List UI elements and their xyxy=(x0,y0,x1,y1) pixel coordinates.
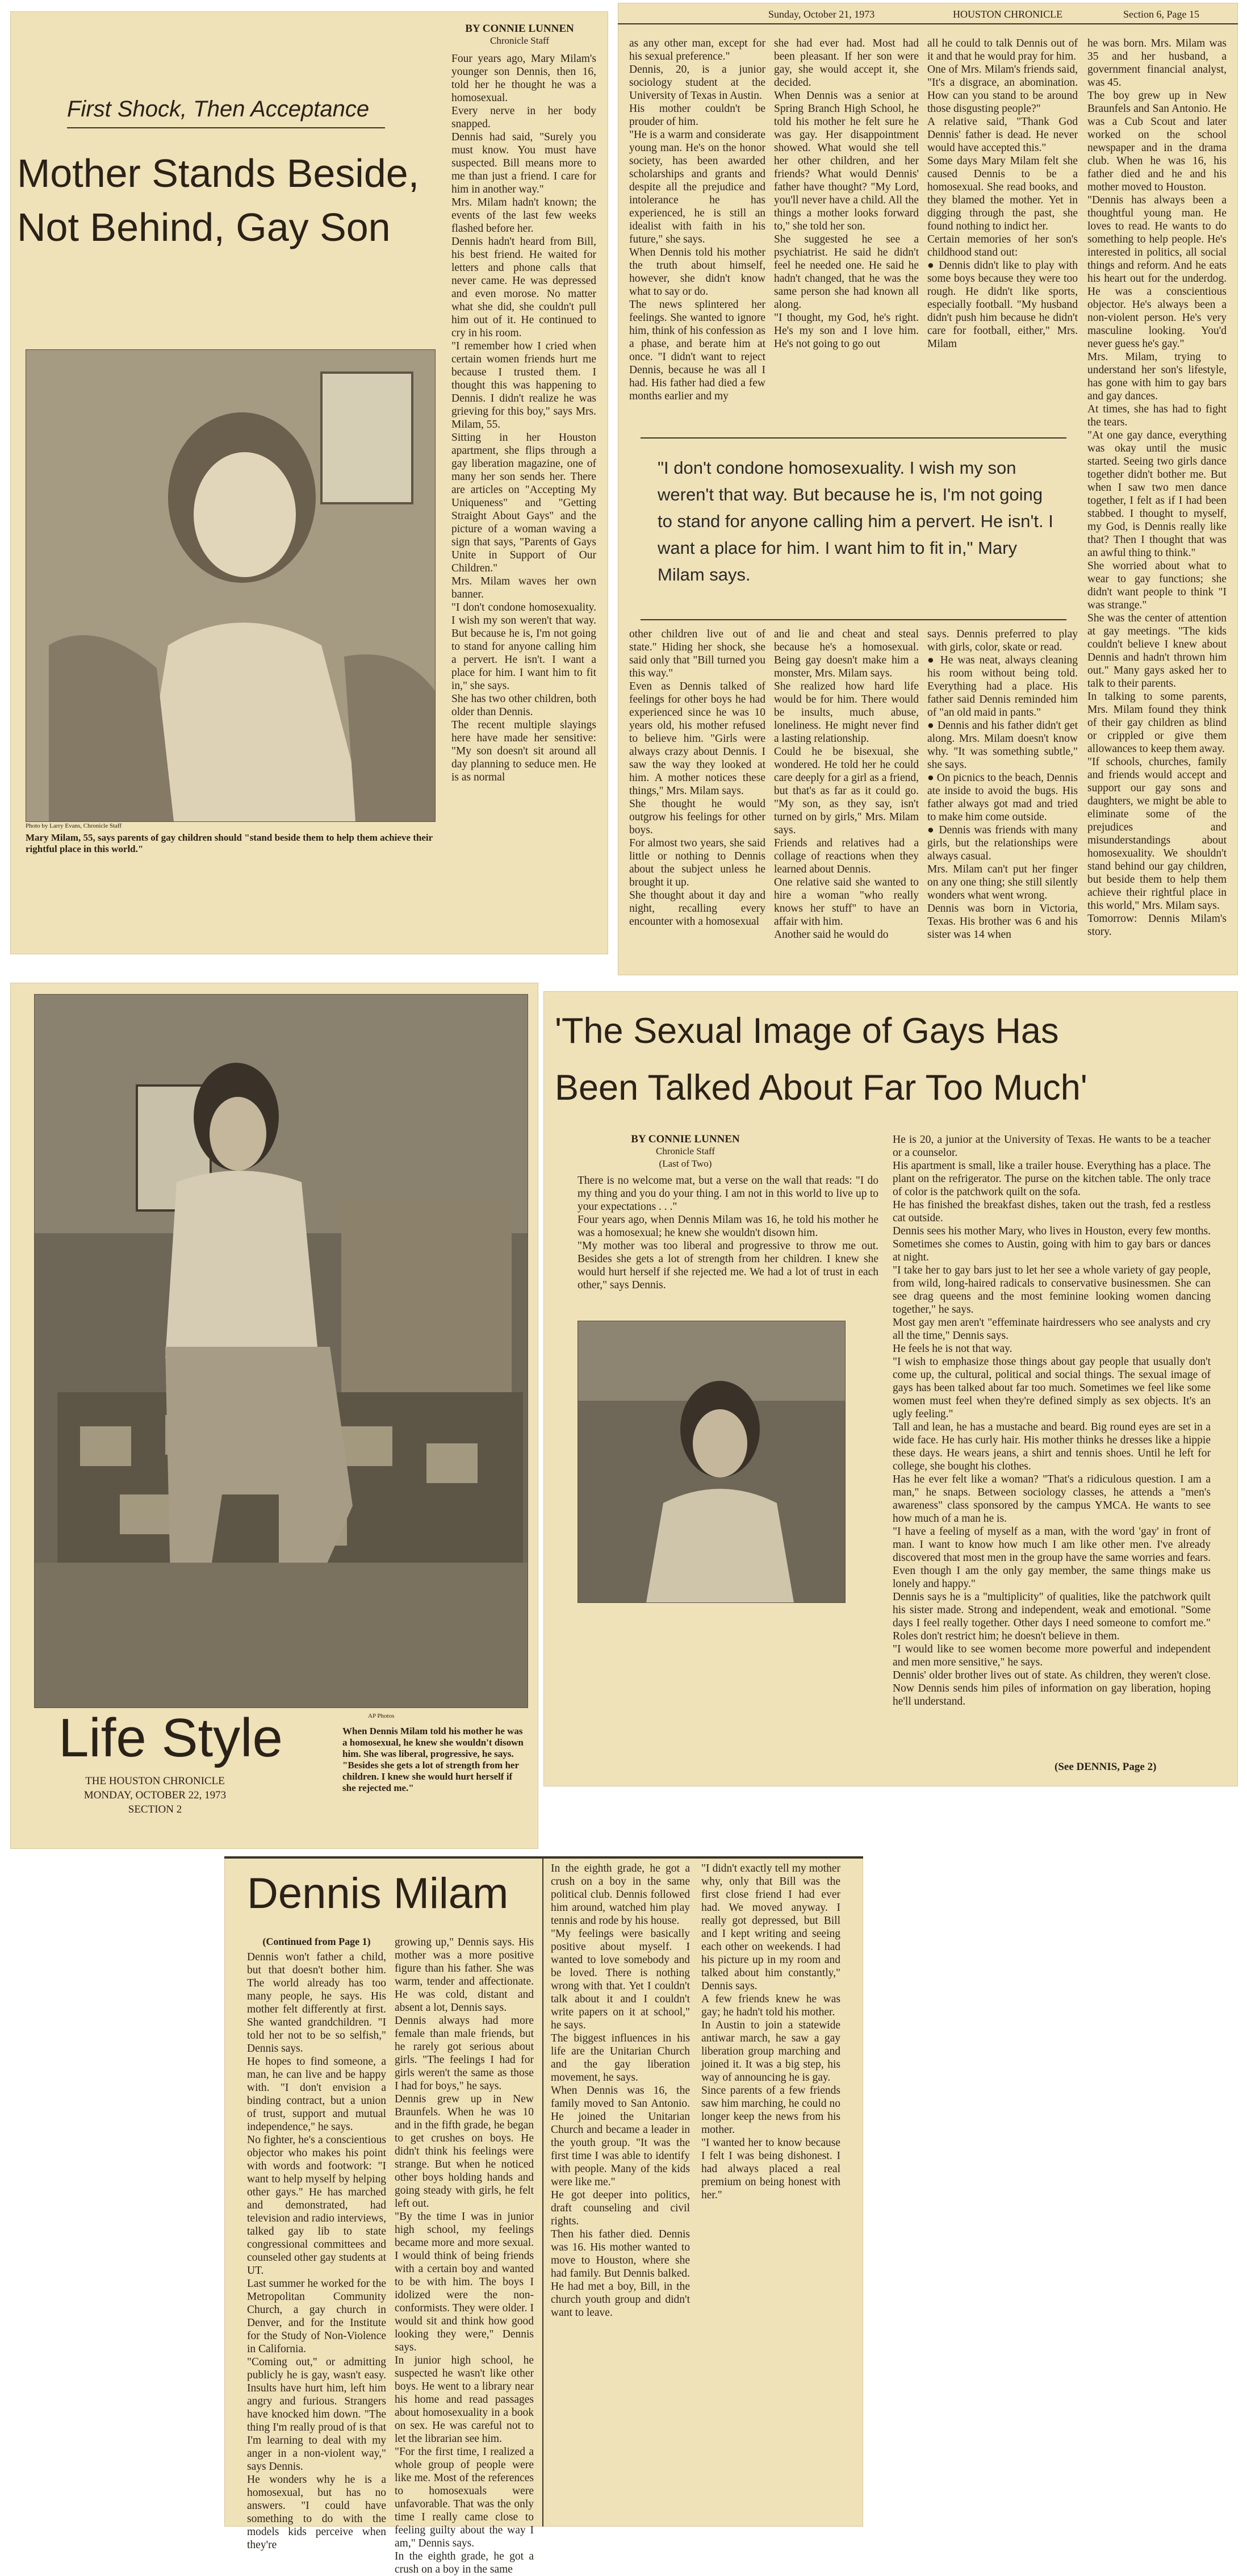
byline-staff: Chronicle Staff xyxy=(655,1146,715,1157)
headline-line-1: Mother Stands Beside, xyxy=(17,151,420,195)
continuation-column-2: growing up," Dennis says. His mother was a more positive figure than his father. She was warm, tender and affectionate. He was cold, distant and absent a lot, Dennis says. Dennis always had more female than male friends, but he rarely got serious about girls. "The feelings I had for girls weren't the same as those I had for boys," he says. Dennis grew up in New Braunfels. When he was 10 and in the fifth grade, he began to get crushes on boys. He didn't think his feelings were strange. But when he noticed other boys holding hands and going steady with girls, he felt left out. "By the time I was in junior high school, my feelings became more and more sexual. I would think of being friends with a certain boy and wanted to be with him. The boys I idolized were the non-conformists. They were older. I would sit and think how good looking they were," Dennis says. In junior high school, he suspected he wasn't like other boys. He went to a library near his home and read passages about homosexuality in a book on sex. He was careful not to let the librarian see him. "For the first time, I realized a whole group of people were like me. Most of the references to homosexuals were unfavorable. That was the only time I really came close to feeling guilty about the way I am," Dennis says. In the eighth grade, he got a crush on a boy in the same xyxy=(395,1936,534,2575)
continuation-column-3: In the eighth grade, he got a crush on a boy in the same political club. Dennis followed him around, watched him play tennis and rode by his house. "My feelings were basically positive about myself. I wanted to love somebody and be loved. There is nothing wrong with that. Yet I couldn't talk about it and I couldn't write papers on it at school," he says. The biggest influences in his life are the Unitarian Church and the gay liberation movement, he says. When Dennis was 16, the family moved to San Antonio. He joined the Unitarian Church and became a leader in the youth group. "It was the first time I was able to identify with people. Many of the kids were like me." He got deeper into politics, draft counseling and civil rights. Then his father died. Dennis was 16. His mother wanted to move to Houston, where she had family. But Dennis balked. He had met a boy, Bill, in the church youth group and didn't want to leave. xyxy=(551,1863,690,2319)
article-column-5: he was born. Mrs. Milam was 35 and her husband, a government financial analyst, was 45. The boy grew up in New Braunfels and San Antonio. He was a Cub Scout and later worked on the school newspaper and in the drama club. When he was 16, his father died and he and his mother moved to Houston. "Dennis has always been a thoughtful young man. He loves to read. He wants to do something to help people. He's interested in politics, all social things and reform. And he eats his heart out for the underdog. He was a conscientious objector. He's always been a non-violent person. He's very masculine looking. You'd never guess he's gay." Mrs. Milam, trying to understand her son's lifestyle, has gone with him to gay bars and gay dances. At times, she has had to fight the tears. "At one gay dance, everything was okay until the music started. Seeing two girls dance together didn't bother me. But when I saw two men dance together, I felt as if I had been stabbed. I thought to myself, my God, is Dennis really like that? Then I thought that was an awful thing to think." She worried about what to wear to gay functions; she didn't want people to think "I was strange." She was the center of attention at gay meetings. "The kids couldn't believe I knew about Dennis and hadn't thrown him out." Many gays asked her to talk to their parents. In talking to some parents, Mrs. Milam found they think of their gay children as blind or crippled or give them allowances to keep them away. "If schools, churches, family and friends would accept and support our gay sons and daughters, we might be able to eliminate some of the prejudices and misunderstandings about homosexuality. We shouldn't stand behind our gay children, but beside them to help them achieve their rightful place in this world," Mrs. Milam says. Tomorrow: Dennis Milam's story. xyxy=(1087,37,1227,938)
masthead-date: MONDAY, OCTOBER 22, 1973 xyxy=(83,1789,227,1801)
pull-quote: "I don't condone homosexuality. I wish my son weren't that way. But because he is, I'm not going to stand for anyone calling him a pervert. He isn't. I want a place for him. I want him to fit in," Mary Milam says. xyxy=(658,458,1053,584)
page-dateline: Sunday, October 21, 1973 xyxy=(768,9,875,20)
photo-caption: When Dennis Milam told his mother he was a homosexual, he knew she wouldn't disown him. She was liberal, progressive, he says. "Besides she gets a lot of strength from her children. I knew she would hurt herself if she rejected me." xyxy=(342,1726,524,1793)
clipping-dennis-article xyxy=(543,991,1238,1786)
page-paper-name: HOUSTON CHRONICLE xyxy=(953,9,1063,20)
clipping-article-right xyxy=(618,3,1238,975)
photo-credit: AP Photos xyxy=(368,1713,395,1719)
section-title-life-style: Life Style xyxy=(58,1707,283,1768)
article-column-4: all he could to talk Dennis out of it and that he would pray for him. One of Mrs. Milam's friends said, "It's a disgrace, an abomination. How can you stand to be around those disgusting people?" A relative said, "Thank God Dennis' father is dead. He never would have accepted this." Some days Mary Milam felt she caused Dennis to be a homosexual. She read books, and they blamed the mother. Yet in digging through the past, she found nothing to indict her. Certain memories of her son's childhood stand out: ● Dennis didn't like to play with some boys because they were too rough. He didn't like sports, especially football. "My husband didn't push him because he didn't care for football, either," Mrs. Milam xyxy=(927,37,1078,350)
kicker-underline xyxy=(67,127,385,128)
byline: BY CONNIE LUNNEN xyxy=(465,23,574,35)
article-column-3: she had ever had. Most had been pleasant. If her son were gay, she would accept it, she decided. When Dennis was a senior at Spring Branch High School, he told his mother he felt sure he was gay. Her disappointment showed. What would she tell her other children, and her friends? What would Dennis' father have thought? "My Lord, you'll never have a child. All the things a mother looks forward to," she told her son. She suggested he see a psychiatrist. He said he didn't feel he needed one. He said he hadn't changed, that he was the same person she had known all along. "I thought, my God, he's right. He's my son and I love him. He's not going to go out xyxy=(774,37,919,350)
photo-caption: Mary Milam, 55, says parents of gay children should "stand beside them to help them achieve their rightful place in this world." xyxy=(26,832,433,854)
pullquote-rule-top xyxy=(641,437,1066,439)
clipping-article-left xyxy=(10,11,608,954)
header-rule xyxy=(618,23,1238,24)
continuation-column-4: "I didn't exactly tell my mother why, only that Bill was the first close friend I had ever had. We moved anyway. I really got depressed, but Bill and I kept writing and seeing each other on weekends. I had his picture up in my room and talked about him constantly," Dennis says. A few friends knew he was gay; he hadn't told his mother. In Austin to join a statewide antiwar march, he saw a gay liberation group marching and joined it. It was a big step, his way of announcing he is gay. Since parents of a few friends saw him marching, he could no longer keep the news from his mother. "I wanted her to know because I felt I was being dishonest. I had always placed a real premium on being honest with her." xyxy=(701,1863,840,2201)
byline-staff: Chronicle Staff xyxy=(489,35,550,46)
portrait-illustration xyxy=(578,1321,845,1602)
column-divider xyxy=(542,1856,543,2527)
article-column-1: Four years ago, Mary Milam's younger son Dennis, then 16, told her he thought he was a homosexual. Every nerve in her body snapped. Dennis had said, "Surely you must know. You must have suspected. Bill means more to me than just a friend. I care for him in another way." Mrs. Milam hadn't known; the events of the last few weeks flashed before her. Dennis hadn't heard from Bill, his best friend. He waited for letters and phone calls that never came. He was depressed and even morose. No matter what she did, she couldn't pull him out of it. He continued to cry in his room. "I remember how I cried when certain women friends hurt me because I trusted them. I thought this was happening to Dennis. I didn't realize he was grieving for this boy," says Mrs. Milam, 55. Sitting in her Houston apartment, she flips through a gay liberation magazine, one of many her son sends her. There are articles on "Accepting My Uniqueness" and "Getting Straight About Gays" and the picture of a woman waving a sign that says, "Parents of Gays Unite in Support of Our Children." Mrs. Milam waves her own banner. "I don't condone homosexuality. I wish my son weren't that way. But because he is, I'm not going to stand for anyone calling him a pervert. He isn't. I want a place for him. I want him to fit in," she says. She has two other children, both older than Dennis. The recent multiple slayings here have made her sensitive: "My son doesn't sit around all day planning to seduce men. He is as normal xyxy=(451,53,596,783)
photo-dennis-milam-sofa xyxy=(34,994,528,1708)
photo-dennis-milam-portrait xyxy=(578,1321,846,1603)
photo-mary-milam xyxy=(26,349,436,822)
continued-reference: (See DENNIS, Page 2) xyxy=(1054,1761,1157,1773)
article-column-2: as any other man, except for his sexual preference." Dennis, 20, is a junior sociology student at the University of Texas in Austin. His mother couldn't be prouder of him. "He is a warm and considerate young man. He's on the honor society, has been awarded scholarships and grants and despite all the prejudice and intolerance he has experienced, he is still an idealist with faith in his future," she says. When Dennis told his mother the truth about himself, however, she didn't know what to say or do. The news splintered her feelings. She wanted to ignore him, think of his confession as a phase, and berate him at once. "I didn't want to reject Dennis, because he was all I had. His father had died a few months earlier and my xyxy=(629,37,765,402)
masthead-section: SECTION 2 xyxy=(128,1803,182,1815)
article-column-right: He is 20, a junior at the University of Texas. He wants to be a teacher or a counselor. His apartment is small, like a trailer house. Everything has a place. The plant on the refrigerator. The purse on the kitchen table. The only trace of color is the patchwork quilt on the sofa. He has finished the breakfast dishes, taken out the trash, fed a restless cat outside. Dennis sees his mother Mary, who lives in Houston, every few months. Sometimes she comes to Austin, going with him to gay bars or dances at night. "I take her to gay bars just to let her see a whole variety of gay people, from wild, long-haired radicals to conservative businessmen. She can see drag queens and the most feminine looking women dancing together," he says. Most gay men aren't "effeminate hairdressers who see analysts and cry all the time," Dennis says. He feels he is not that way. "I wish to emphasize those things about gay people that usually don't come up, the cultural, political and social things. The sexual image of gays has been talked about far too much. Sometimes we feel like some women must feel when they're defined simply as sex objects. It's an ugly feeling." Tall and lean, he has a mustache and beard. Big round eyes are set in a wide face. He has curly hair. His mother thinks he dresses like a hippie these days. He wears jeans, a shirt and tennis shoes. Until he left for college, she bought his clothes. Has he ever felt like a woman? "That's a ridiculous question. I am a man," he snaps. Between sociology classes, he attends a "men's awareness" class sponsored by the campus YMCA. He wants to see how much of a man he is. "I have a feeling of myself as a man, with the word 'gay' in front of man. I want to know how much I am like other men. I've already discovered that most men in the group have the same worries and fears. Even though I am the only gay member, the same things make us lonely and happy." Dennis says he is a "multiplicity" of qualities, like the patchwork quilt his sister made. Strong and independent, weak and emotional. "Some days I feel really together. Other days I need someone to comfort me." Roles don't restrict him; he doesn't believe in them. "I would like to see women become more powerful and independent and men more sensitive," he says. Dennis' older brother lives out of state. As children, they weren't close. Now Dennis sends him piles of information on gay liberation, hoping he'll understand. xyxy=(893,1134,1211,1707)
article-column-7: and lie and cheat and steal because he's a homosexual. Being gay doesn't make him a monster, Mrs. Milam says. She realized how hard life would be for him. There would be insults, much abuse, loneliness. He might never find a lasting relationship. Could he be bisexual, she wondered. He told her he could care deeply for a girl as a friend, but that's as far as it could go. "My son, as they say, isn't turned on by girls," Mrs. Milam says. Friends and relatives had a collage of reactions when they learned about Dennis. One relative said she wanted to hire a woman "who really knows her stuff" to have an affair with him. Another said he would do xyxy=(774,628,919,941)
portrait-illustration xyxy=(26,350,435,821)
pullquote-rule-bottom xyxy=(641,619,1066,620)
clipping-lifestyle-front xyxy=(10,983,538,1849)
page-section: Section 6, Page 15 xyxy=(1123,9,1199,20)
continuation-column-1: Dennis won't father a child, but that doesn't bother him. The world already has too many people, he says. His mother felt differently at first. She wanted grandchildren. "I told her not to be so selfish," Dennis says. He hopes to find someone, a man, he can live and be happy with. "I don't envision a binding contract, but a union of trust, support and mutual independence," he says. No fighter, he's a conscientious objector who makes his point with words and footwork: "I want to help myself by helping other gays." He has marched and demonstrated, had television and radio interviews, talked gay lib to state congressional committees and counseled other gay students at UT. Last summer he worked for the Metropolitan Community Church, a gay church in Denver, and for the Institute for the Study of Non-Violence in California. "Coming out," or admitting publicly he is gay, wasn't easy. Insults have hurt him, left him angry and furious. Strangers have knocked him down. "The thing I'm really proud of is that I'm learning to deal with my anger in a non-violent way," says Dennis. He wonders why he is a homosexual, but has no answers. "I could have something to do with the models kids perceive when they're xyxy=(247,1951,386,2551)
continuation-headline: Dennis Milam xyxy=(247,1869,509,1918)
continued-label: (Continued from Page 1) xyxy=(262,1936,371,1947)
article-column-6: other children live out of state." Hiding her shock, she said only that "Bill turned you this way." Even as Dennis talked of feelings for other boys he had experienced since he was 10 years old, his mother refused to believe him. "Girls were always crazy about Dennis. I saw the way they looked at him. A mother notices these things," Mrs. Milam says. She thought he would outgrow his feelings for other boys. For almost two years, she said little or nothing to Dennis about the subject unless he brought it up. She thought about it day and night, recalling every encounter with a homosexual xyxy=(629,628,765,928)
box-top-border xyxy=(224,1856,863,1859)
article-kicker: First Shock, Then Acceptance xyxy=(67,97,370,122)
headline-line-2: Not Behind, Gay Son xyxy=(17,205,391,249)
sofa-photo-illustration xyxy=(35,995,528,1707)
headline-line-1: 'The Sexual Image of Gays Has xyxy=(555,1011,1059,1051)
series-label: (Last of Two) xyxy=(659,1158,712,1169)
byline: BY CONNIE LUNNEN xyxy=(631,1133,740,1145)
article-column-8: says. Dennis preferred to play with girls, color, skate or read. ● He was neat, always cleaning his room without being told. Everything had a place. His father said Dennis reminded him of "an old maid in pants." ● Dennis and his father didn't get along. Mrs. Milam doesn't know why. "It was something subtle," she says. ● On picnics to the beach, Dennis ate inside to avoid the bugs. His father always got mad and tried to make him come outside. ● Dennis was friends with many girls, but the relationships were always casual. Mrs. Milam can't put her finger on any one thing; she still silently wonders what went wrong. Dennis was born in Victoria, Texas. His brother was 6 and his sister was 14 when xyxy=(927,628,1078,941)
masthead-paper: THE HOUSTON CHRONICLE xyxy=(85,1775,225,1787)
article-lead: There is no welcome mat, but a verse on the wall that reads: "I do my thing and you do your thing. I am not in this world to live up to your expectations . . ." Four years ago, when Dennis Milam was 16, he told his mother he was a homosexual; he knew she wouldn't disown him. "My mother was too liberal and progressive to throw me out. Besides she gets a lot of strength from her children. I knew she would hurt herself if she rejected me. We had a lot of trust in each other," says Dennis. xyxy=(578,1175,878,1291)
headline-line-2: Been Talked About Far Too Much' xyxy=(555,1068,1087,1108)
photo-credit: Photo by Larry Evans, Chronicle Staff xyxy=(26,823,122,829)
clipping-continuation xyxy=(224,1856,863,2575)
